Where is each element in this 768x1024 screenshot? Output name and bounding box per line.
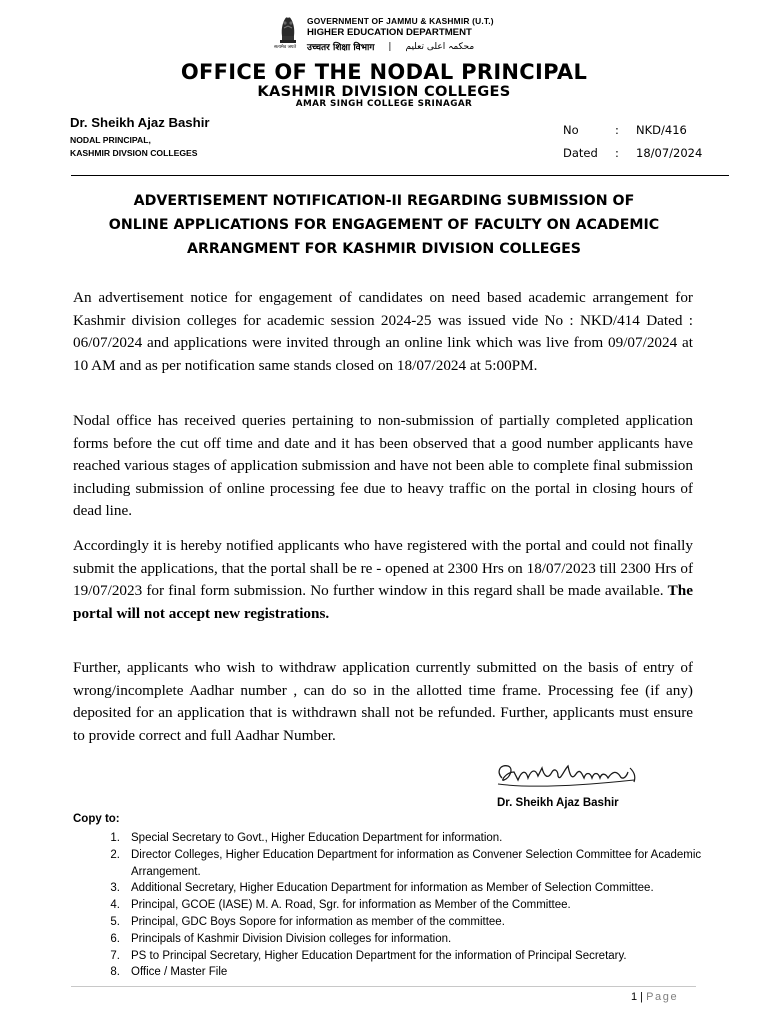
list-item-text: Principal, GCOE (IASE) M. A. Road, Sgr. for information as Member of the Committee. [131, 899, 571, 912]
list-item [73, 847, 713, 881]
list-item-number: 7. [110, 949, 120, 962]
list-item-text: Principals of Kashmir Division Division colleges for information. [131, 932, 452, 945]
reference-number-row [563, 118, 702, 141]
list-item-number: 8. [110, 966, 120, 979]
list-item-number: 6. [110, 932, 120, 945]
copy-to-label: Copy to: [73, 813, 120, 825]
reference-date-label: Dated [563, 145, 598, 160]
list-item-number: 3. [110, 882, 120, 895]
government-name: GOVERNMENT OF JAMMU & KASHMIR (U.T.) [307, 16, 494, 26]
page-number [631, 991, 678, 1003]
list-item-number: 2. [110, 848, 120, 861]
reference-colon: : [615, 145, 619, 160]
body-paragraph-3 [73, 535, 693, 625]
list-item [73, 931, 713, 948]
footer-divider [71, 986, 696, 987]
department-name-urdu: محکمہ اعلی تعلیم [405, 41, 475, 52]
list-item [73, 964, 713, 981]
department-name: HIGHER EDUCATION DEPARTMENT [307, 27, 472, 38]
list-item [73, 948, 713, 965]
college-name: AMAR SINGH COLLEGE SRINAGAR [295, 99, 473, 109]
handwritten-signature [488, 758, 648, 794]
list-item [73, 897, 713, 914]
list-item-number: 4. [110, 899, 120, 912]
sender-role [70, 134, 197, 160]
list-item-text: Office / Master File [131, 966, 228, 979]
body-paragraph-1: An advertisement notice for engagement of candidates on need based academic arrangement for Kashmir division colleges for academic session 2024-25 was issued vide No : NKD/414 Dated : 06/07/2024 and applications were invited through an online link which was live from 09/07/2024 at 10 AM and as per notification same stands closed on 18/07/2024 at 5:00PM. [73, 289, 693, 374]
list-item-text: Additional Secretary, Higher Education Department for information as Member of Selection Committee. [131, 882, 654, 895]
page-label: Page [646, 991, 679, 1003]
reference-colon: : [615, 122, 619, 137]
page-number-separator: | [637, 991, 647, 1003]
copy-to-list [73, 830, 713, 981]
list-item [73, 880, 713, 897]
sender-role-line1: NODAL PRINCIPAL, [70, 135, 151, 145]
reference-date-value: 18/07/2024 [636, 145, 703, 160]
list-item-text: Special Secretary to Govt., Higher Education Department for information. [131, 832, 503, 844]
department-name-hindi: उच्चतर शिक्षा विभाग [307, 43, 375, 53]
department-name-translations [307, 40, 474, 53]
notification-title: ADVERTISEMENT NOTIFICATION-II REGARDING SUBMISSION OF ONLINE APPLICATIONS FOR ENGAGEMENT OF FACULTY ON ACADEMIC ARRANGMENT FOR KASHMIR DIVISION COLLEGES [108, 193, 660, 257]
sender-name: Dr. Sheikh Ajaz Bashir [70, 115, 210, 130]
reference-number-label: No [563, 122, 579, 137]
body-paragraph-3-emphasis: The portal will not accept new registrations. [73, 582, 693, 622]
division-title: KASHMIR DIVISION COLLEGES [257, 83, 511, 100]
list-item-number: 1. [110, 832, 120, 844]
body-paragraph-4: Further, applicants who wish to withdraw application currently submitted on the basis of entry of wrong/incomplete Aadhar number , can do so in the allotted time frame. Processing fee (if any) deposited for an application that is withdrawn shall not be refunded. Further, applicants must ensure to provide correct and full Aadhar Number. [73, 659, 693, 744]
emblem-motto: सत्यमेव जयते [274, 45, 297, 50]
language-separator: | [388, 41, 392, 52]
list-item-text: PS to Principal Secretary, Higher Education Department for the information of Principal Secretary. [131, 949, 627, 962]
header-divider [71, 175, 729, 176]
list-item-text: Principal, GDC Boys Sopore for information as member of the committee. [131, 915, 505, 928]
reference-date-row [563, 141, 702, 164]
reference-number-value: NKD/416 [636, 122, 687, 137]
page-number-value: 1 [631, 991, 638, 1003]
reference-block [563, 118, 702, 164]
sender-role-line2: KASHMIR DIVSION COLLEGES [70, 148, 198, 158]
body-paragraph-3-text: Accordingly it is hereby notified applicants who have registered with the portal and could not finally submit the applications, that the portal shall be re - opened at 2300 Hrs on 18/07/2023 till 2300 Hrs of 19/07/2023 for final form submission. No further window in this regard shall be made available. [73, 537, 693, 599]
body-paragraph-2: Nodal office has received queries pertaining to non-submission of partially completed application forms before the cut off time and date and it has been observed that a good number applicants have reached various stages of application submission and have not been able to complete final submission including submission of online processing fee due to heavy traffic on the portal in closing hours of dead line. [73, 412, 693, 519]
signatory-name: Dr. Sheikh Ajaz Bashir [497, 797, 619, 809]
list-item-text: Director Colleges, Higher Education Department for information as Convener Selection Committee for Academic Arrangement. [131, 848, 702, 878]
list-item-number: 5. [110, 915, 120, 928]
office-title: OFFICE OF THE NODAL PRINCIPAL [180, 60, 588, 84]
list-item [73, 830, 713, 847]
list-item [73, 914, 713, 931]
